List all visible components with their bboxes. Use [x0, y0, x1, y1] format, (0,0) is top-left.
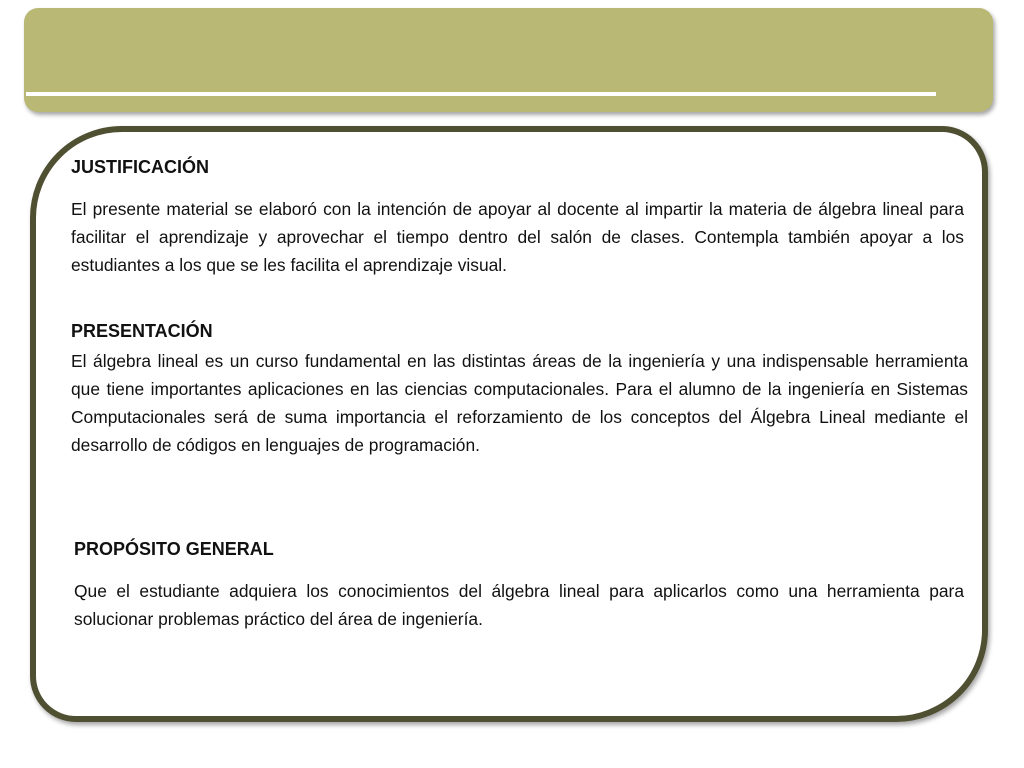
section-body-proposito-general: Que el estudiante adquiera los conocimientos del álgebra lineal para aplicarlos como una herramienta para solucionar problemas práctico del área de ingeniería.	[74, 581, 964, 629]
section-heading-proposito-general: PROPÓSITO GENERAL	[74, 539, 274, 559]
section-heading-justificacion: JUSTIFICACIÓN	[71, 157, 210, 177]
section-proposito-general	[74, 537, 964, 633]
section-heading-presentacion: PRESENTACIÓN	[71, 321, 213, 341]
banner-divider-line	[26, 92, 936, 96]
section-presentacion	[71, 319, 968, 459]
title-banner	[24, 8, 993, 112]
section-body-presentacion: El álgebra lineal es un curso fundamental en las distintas áreas de la ingeniería y una indispensable herramienta que tiene importantes aplicaciones en las ciencias computacionales. Para el alumno de la ingeniería en Sistemas Computacionales será de suma importancia el reforzamiento de los conceptos del Álgebra Lineal mediante el desarrollo de códigos en lenguajes de programación.	[71, 351, 968, 455]
section-body-justificacion: El presente material se elaboró con la intención de apoyar al docente al impartir la materia de álgebra lineal para facilitar el aprendizaje y aprovechar el tiempo dentro del salón de clases. Contempla también apoyar a los estudiantes a los que se les facilita el aprendizaje visual.	[71, 199, 964, 275]
section-justificacion	[71, 155, 964, 279]
